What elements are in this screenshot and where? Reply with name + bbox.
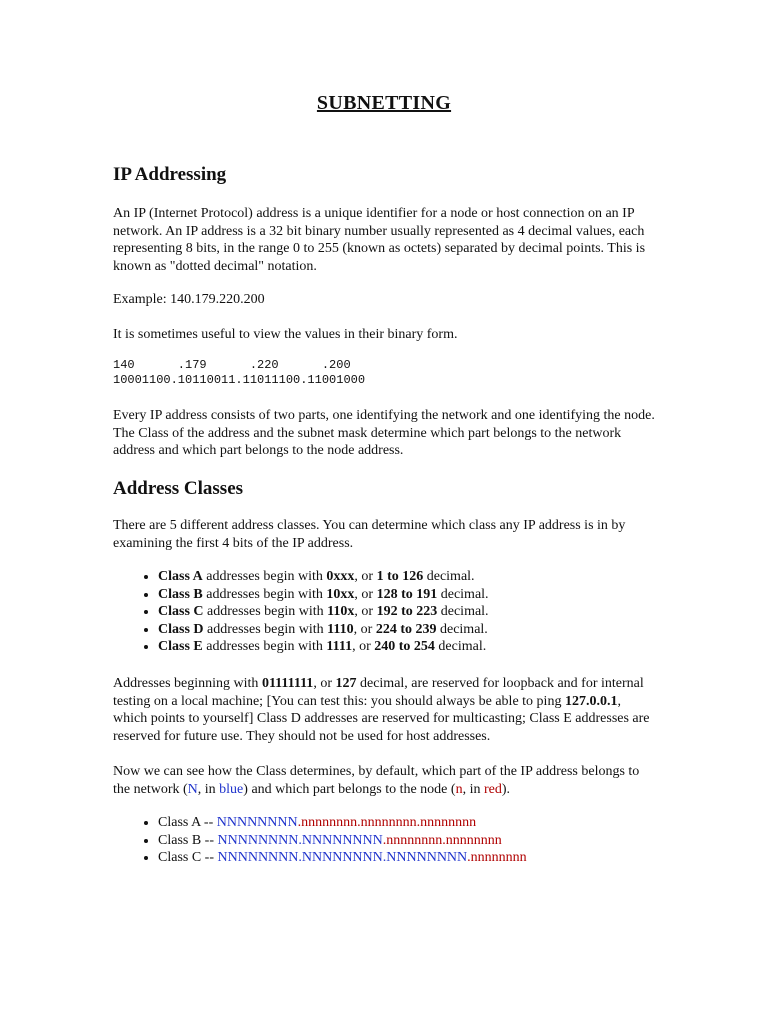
- node-portion: .nnnnnnnn.nnnnnnnn.nnnnnnnn: [297, 815, 477, 830]
- network-portion: NNNNNNNN.NNNNNNNN.NNNNNNNN: [217, 850, 468, 866]
- list-item: [158, 621, 489, 639]
- blue-word: blue: [219, 781, 244, 797]
- loopback-address: 127.0.0.1: [564, 693, 618, 709]
- class-name: Class B: [158, 586, 203, 602]
- para-text: ) and which part belongs to the node (: [243, 781, 456, 797]
- para-text: , in: [197, 781, 220, 797]
- class-range: 128 to 191: [376, 586, 438, 602]
- page-title: SUBNETTING: [316, 92, 452, 114]
- list-text: decimal.: [437, 604, 489, 620]
- node-portion: .nnnnnnnn: [467, 850, 527, 866]
- para-text: ).: [501, 781, 511, 797]
- network-node-paragraph: [113, 763, 658, 798]
- list-text: addresses begin with: [202, 639, 327, 655]
- para-text: decimal, are reserved for loopback and for internal testing on a local machine; [You can test this: you should always be able to ping: [113, 676, 644, 709]
- list-item: [158, 586, 489, 604]
- para-text: , or: [313, 676, 336, 691]
- list-text: decimal.: [437, 586, 489, 602]
- mask-label: Class A --: [158, 815, 217, 830]
- classes-intro-paragraph: There are 5 different address classes. You can determine which class any IP address is in by examining the first 4 bits of the IP address.: [113, 518, 626, 551]
- list-item: [158, 849, 527, 867]
- list-text: decimal.: [436, 621, 488, 637]
- reserved-paragraph: [113, 675, 658, 745]
- node-portion: .nnnnnnnn.nnnnnnnn: [382, 832, 502, 848]
- list-item: [158, 568, 489, 586]
- mask-list: [113, 814, 527, 867]
- para-text: Addresses beginning with: [113, 676, 262, 691]
- list-text: , or: [354, 586, 377, 602]
- example-line: Example: 140.179.220.200: [113, 292, 265, 307]
- ip-parts-paragraph: Every IP address consists of two parts, one identifying the network and one identifying the node. The Class of the address and the subnet mask determine which part belongs to the network address and which part belongs to the node address.: [113, 408, 655, 459]
- list-text: , or: [354, 604, 377, 620]
- network-portion: NNNNNNNN: [216, 815, 298, 830]
- class-name: Class C: [158, 604, 204, 620]
- node-letter: n: [455, 781, 463, 797]
- class-bits: 0xxx: [326, 569, 355, 584]
- class-bits: 110x: [327, 604, 355, 620]
- list-text: decimal.: [434, 639, 487, 655]
- para-text: Now we can see how the Class determines, by default, which part of the IP address belongs to the network (: [113, 764, 640, 797]
- para-text: , in: [462, 781, 484, 797]
- decimal-row: 140 .179 .220 .200: [113, 358, 351, 372]
- class-name: Class A: [158, 569, 203, 584]
- list-text: addresses begin with: [202, 586, 327, 602]
- class-range: 192 to 223: [376, 604, 438, 620]
- class-range: 240 to 254: [374, 639, 435, 655]
- ip-addressing-heading: IP Addressing: [113, 164, 227, 185]
- list-item: [158, 638, 489, 656]
- red-word: red: [483, 781, 502, 797]
- network-letter: N: [187, 781, 198, 797]
- binary-row: 10001100.10110011.11011100.11001000: [113, 373, 366, 387]
- list-item: [158, 832, 527, 850]
- class-list: [113, 568, 489, 656]
- list-item: [158, 814, 527, 832]
- class-bits: 1111: [326, 639, 353, 655]
- network-portion: NNNNNNNN.NNNNNNNN: [217, 832, 383, 848]
- list-text: , or: [352, 639, 375, 655]
- ip-intro-paragraph: An IP (Internet Protocol) address is a unique identifier for a node or host connection on an IP network. An IP address is a 32 bit binary number usually represented as 4 decimal values, each representing 8 bits, in the range 0 to 255 (known as octets) separated by decimal points. This is known as "dotted decimal" notation.: [113, 206, 646, 274]
- class-name: Class D: [158, 621, 204, 637]
- list-text: addresses begin with: [202, 569, 327, 584]
- class-range: 1 to 126: [376, 569, 424, 584]
- loopback-decimal: 127: [335, 676, 357, 691]
- list-item: [158, 603, 489, 621]
- list-text: , or: [353, 621, 376, 637]
- class-bits: 10xx: [326, 586, 355, 602]
- list-text: addresses begin with: [203, 621, 328, 637]
- class-name: Class E: [158, 639, 203, 655]
- list-text: decimal.: [423, 569, 475, 584]
- class-range: 224 to 239: [375, 621, 437, 637]
- para-text: , which points to yourself] Class D addresses are reserved for multicasting; Class E addresses are reserved for future use. They should not be used for host addresses.: [113, 693, 650, 744]
- address-classes-heading: Address Classes: [113, 478, 244, 499]
- list-text: , or: [354, 569, 377, 584]
- list-text: addresses begin with: [203, 604, 328, 620]
- mask-label: Class C --: [158, 850, 218, 866]
- loopback-binary: 01111111: [261, 676, 314, 691]
- mask-label: Class B --: [158, 832, 218, 848]
- class-bits: 1110: [327, 621, 354, 637]
- binary-intro-paragraph: It is sometimes useful to view the values in their binary form.: [113, 327, 458, 342]
